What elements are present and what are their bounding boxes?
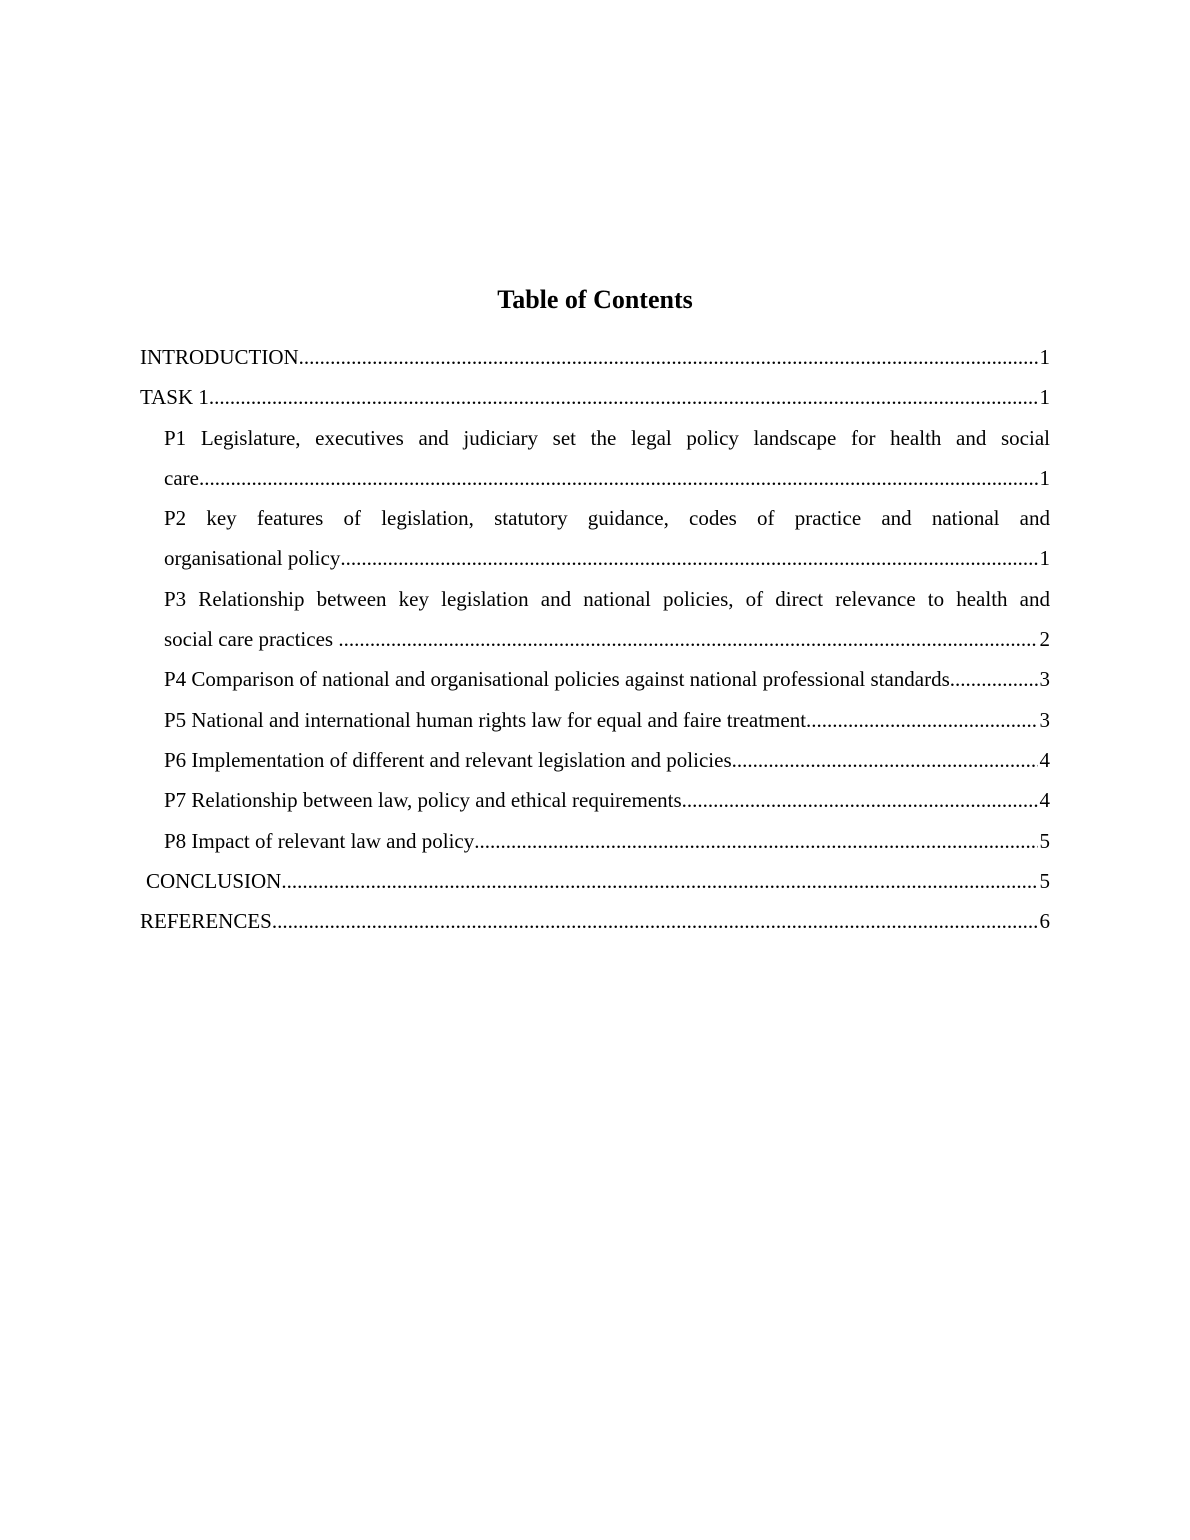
toc-entry-text-line-2: care [164, 465, 199, 490]
toc-page-number: 4 [1039, 788, 1050, 813]
toc-entry-p5[interactable] [140, 700, 1050, 740]
dot-leader [209, 377, 1038, 417]
toc-entry-text: REFERENCES [140, 909, 272, 934]
dot-leader [950, 659, 1038, 699]
toc-page-number: 1 [1039, 345, 1050, 369]
toc-entry-p8[interactable] [140, 821, 1050, 861]
toc-page-number: 5 [1039, 828, 1050, 853]
toc-entry-text-line-1: P1 Legislature, executives and judiciary set the legal policy landscape for health and social [164, 425, 1050, 450]
toc-page-number: 4 [1039, 747, 1050, 772]
toc-entry-text-line-1: P2 key features of legislation, statutory guidance, codes of practice and national and [164, 506, 1050, 531]
toc-entry-text: P5 National and international human rights law for equal and faire treatment [164, 707, 807, 732]
toc-entry-p6[interactable] [140, 740, 1050, 780]
dot-leader [199, 458, 1038, 498]
toc-entry-text: TASK 1 [140, 385, 209, 410]
toc-entry-task-1[interactable] [140, 377, 1050, 417]
toc-entry-text-line-2: social care practices [164, 627, 339, 652]
toc-entry-text: P7 Relationship between law, policy and ethical requirements [164, 788, 682, 813]
toc-page-number: 1 [1039, 385, 1050, 410]
toc-page-number: 6 [1039, 909, 1050, 934]
dot-leader [732, 740, 1038, 780]
toc-entry-text: P8 Impact of relevant law and policy [164, 828, 475, 853]
toc-entry-text: P6 Implementation of different and relevant legislation and policies [164, 747, 732, 772]
toc-page-number: 3 [1039, 667, 1050, 692]
dot-leader [474, 821, 1037, 861]
dot-leader [272, 901, 1038, 941]
toc-entry-conclusion[interactable] [140, 861, 1050, 901]
toc-entry-text: INTRODUCTION [140, 345, 299, 369]
toc-page-number: 3 [1039, 707, 1050, 732]
toc-entry-text-line-1: P3 Relationship between key legislation and national policies, of direct relevance to health and [164, 586, 1050, 611]
toc-entry-text: P4 Comparison of national and organisational policies against national professional standards [164, 667, 950, 692]
toc-page-number: 5 [1039, 868, 1050, 893]
toc-entry-p3[interactable] [140, 579, 1050, 660]
dot-leader [340, 538, 1037, 578]
toc-entry-p2[interactable] [140, 498, 1050, 579]
toc-page-number: 1 [1039, 465, 1050, 490]
table-of-contents [140, 337, 1050, 941]
toc-entry-p7[interactable] [140, 780, 1050, 820]
toc-page-number: 1 [1039, 546, 1050, 571]
toc-page-number: 2 [1039, 627, 1050, 652]
dot-leader [806, 700, 1037, 740]
toc-entry-p4[interactable] [140, 659, 1050, 699]
toc-entry-introduction[interactable] [140, 337, 1050, 377]
toc-title: Table of Contents [497, 285, 693, 314]
toc-entry-p1[interactable] [140, 418, 1050, 499]
toc-entry-text-line-2: organisational policy [164, 546, 341, 571]
dot-leader [338, 619, 1037, 659]
dot-leader [281, 861, 1037, 901]
dot-leader [682, 780, 1038, 820]
toc-entry-references[interactable] [140, 901, 1050, 941]
toc-entry-text: CONCLUSION [146, 868, 282, 893]
dot-leader [299, 337, 1038, 377]
